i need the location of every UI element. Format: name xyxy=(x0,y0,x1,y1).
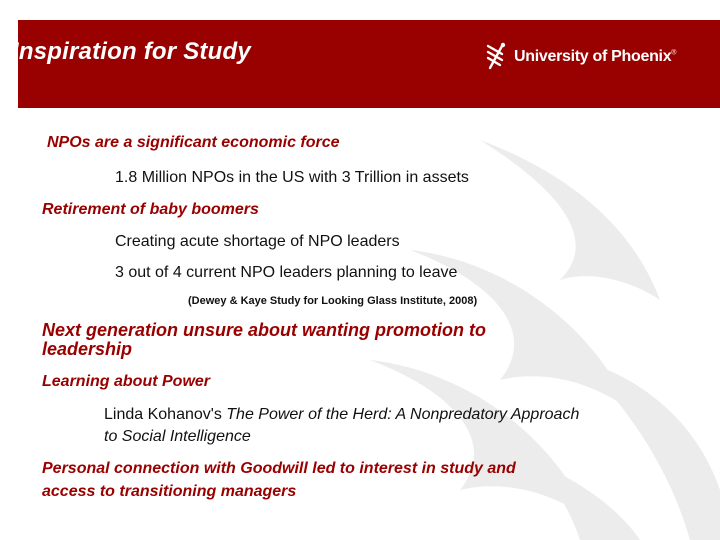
phoenix-logo-icon xyxy=(484,40,508,74)
bullet-next-generation: Next generation unsure about wanting promotion to xyxy=(42,320,486,340)
sub-npo-stats: 1.8 Million NPOs in the US with 3 Trillion in assets xyxy=(115,169,469,186)
logo-wordmark: University of Phoenix® xyxy=(514,48,677,65)
university-logo xyxy=(484,40,676,74)
book-title-cont: to Social Intelligence xyxy=(104,428,251,445)
bullet-goodwill: Personal connection with Goodwill led to interest in study and xyxy=(42,460,516,477)
slide-title: Inspiration for Study xyxy=(12,38,251,65)
sub-leaders-leaving: 3 out of 4 current NPO leaders planning to leave xyxy=(115,264,458,281)
registered-mark: ® xyxy=(671,49,677,57)
bullet-next-generation-cont: leadership xyxy=(42,339,133,359)
sub-kohanov-book xyxy=(104,406,579,424)
book-author: Linda Kohanov's xyxy=(104,406,227,423)
sub-shortage: Creating acute shortage of NPO leaders xyxy=(115,233,400,250)
bullet-retirement: Retirement of baby boomers xyxy=(42,201,259,218)
citation: (Dewey & Kaye Study for Looking Glass Institute, 2008) xyxy=(188,295,478,307)
bullet-goodwill-cont: access to transitioning managers xyxy=(42,483,297,500)
book-title: The Power of the Herd: A Nonpredatory Approach xyxy=(226,406,580,423)
sub-kohanov-book-cont xyxy=(104,428,251,446)
bullet-learning-power: Learning about Power xyxy=(42,373,211,390)
bullet-npo-force: NPOs are a significant economic force xyxy=(47,134,340,151)
